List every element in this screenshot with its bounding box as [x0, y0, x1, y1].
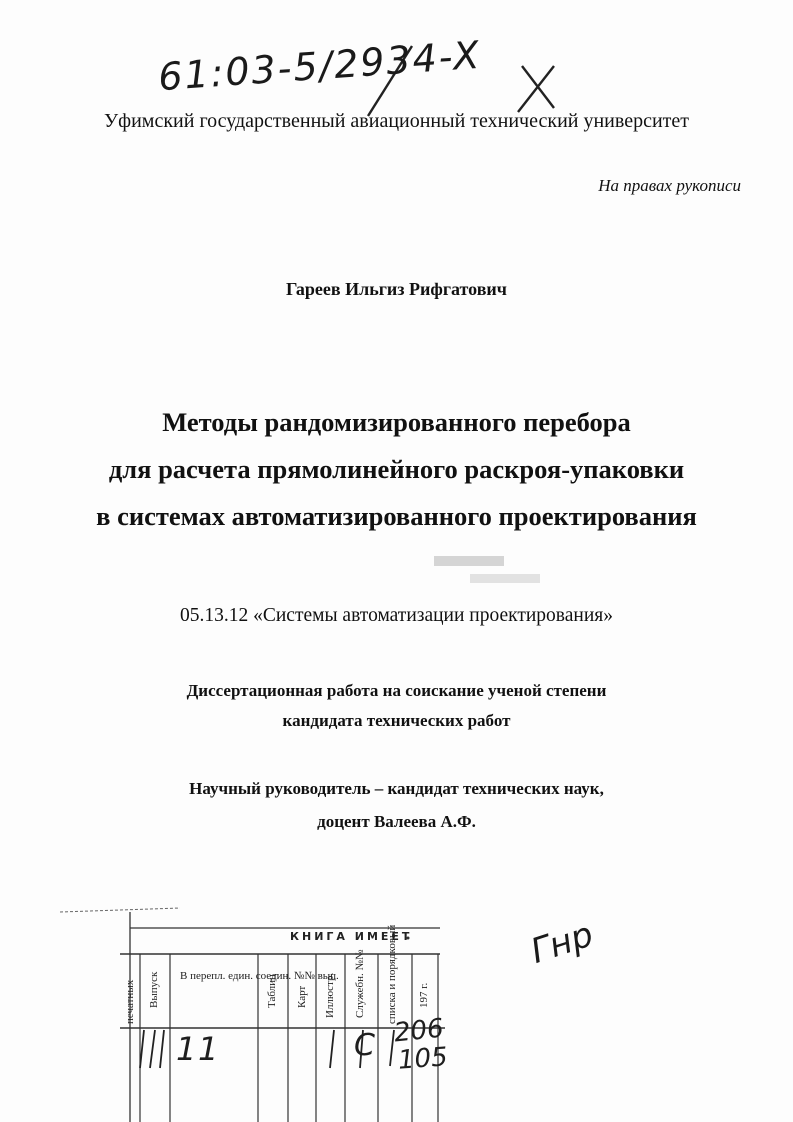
card-value-sheets: 1 [176, 1030, 197, 1068]
card-column-label: 197 г. [418, 982, 430, 1008]
signature-text: Гнр [526, 914, 599, 972]
card-value-list-bottom: 105 [397, 1042, 449, 1076]
card-value-list-top: 206 [392, 1013, 446, 1049]
card-column-label: Иллюстр. [324, 972, 336, 1018]
card-column-label: В перепл. един. соедин. №№ вып. [180, 970, 339, 982]
university-name: Уфимский государственный авиационный технический университет [103, 110, 690, 132]
card-heading: КНИГА ИМЕЕТ [290, 930, 413, 943]
card-column-label: Служебн. №№ [354, 949, 366, 1018]
faint-stamp-mark [430, 552, 550, 592]
card-value-issue: 1 [198, 1030, 219, 1068]
supervisor-line: доцент Валеева А.Ф. [317, 812, 476, 831]
dissertation-line: кандидата технических работ [282, 711, 511, 730]
title-line: в системах автоматизированного проектирования [96, 501, 697, 531]
supervisor-line: Научный руководитель – кандидат технических наук, [189, 779, 604, 798]
title-line: для расчета прямолинейного раскроя-упаковки [108, 454, 685, 484]
card-column-label: списка и порядковый [386, 924, 398, 1024]
card-column-label: Выпуск [148, 971, 160, 1008]
dissertation-type [0, 676, 793, 736]
card-column-label: Таблиц [266, 974, 278, 1008]
specialty: 05.13.12 «Системы автоматизации проектирования» [179, 605, 614, 626]
archive-code-handwritten [150, 32, 570, 118]
author-name: Гареев Ильгиз Рифгатович [286, 279, 507, 299]
card-value-service-mark: С [354, 1028, 375, 1063]
signature [526, 905, 620, 985]
rights-note: На правах рукописи [598, 176, 741, 195]
dissertation-line: Диссертационная работа на соискание ученой степени [186, 681, 607, 700]
archive-code-text: 61:03-5/2934-X [156, 32, 483, 100]
card-column-label: Карт [296, 985, 308, 1008]
card-column-label: печатных [124, 979, 136, 1024]
supervisor [0, 772, 793, 838]
title-line: Методы рандомизированного перебора [162, 407, 631, 437]
dissertation-title [0, 399, 793, 540]
library-stamp-card [60, 890, 500, 1122]
